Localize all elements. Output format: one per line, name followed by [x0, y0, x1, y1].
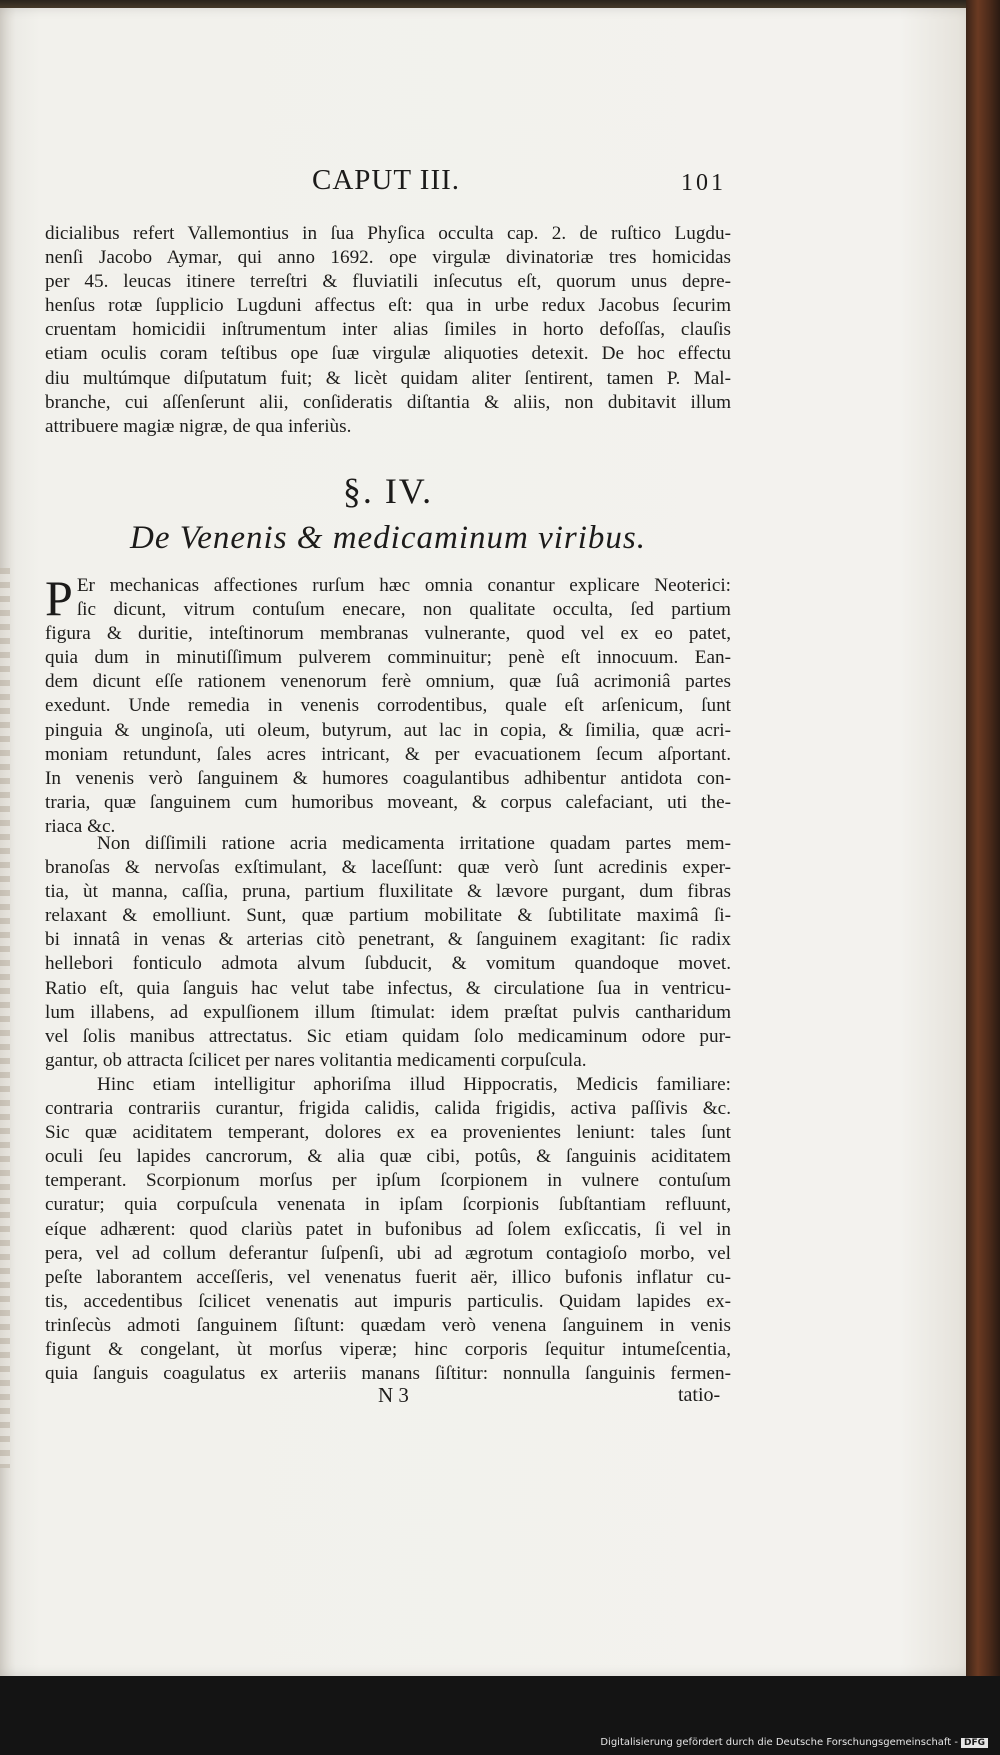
text-line: figura & duritie, inteſtinorum membranas vulnerante, quod vel ex eo patet, — [45, 623, 731, 645]
text-line: eíque adhærent: quod clariùs patet in bufonibus ad ſolem exſiccatis, ſi vel in — [45, 1218, 731, 1240]
section-title: De Venenis & medicaminum viribus. — [130, 520, 646, 556]
text-line: bi innatâ in venas & arterias citò penetrant, & ſanguinem exagitant: ſic radix — [45, 929, 731, 951]
catchword: tatio- — [678, 1384, 721, 1406]
text-line: per 45. leucas itinere terreſtri & fluviatili inſecutus eſt, quorum unus depre- — [45, 271, 731, 293]
credit-text: Digitalisierung gefördert durch die Deutsche Forschungsgemeinschaft - — [600, 1737, 958, 1748]
text-line: trinſecùs admoti ſanguinem ſiſtunt: quædam verò venena ſanguinem in venis — [45, 1314, 731, 1336]
text-line: In venenis verò ſanguinem & humores coagulantibus adhibentur antidota con- — [45, 767, 731, 789]
running-title: CAPUT III. — [312, 164, 461, 196]
paragraph-acrid-medicaments — [45, 832, 731, 1073]
text-line: temperant. Scorpionum morſus per ipſum ſcorpionem in vulnere contuſum — [45, 1170, 731, 1192]
paragraph-continued — [45, 222, 731, 439]
text-line: Ratio eſt, quia ſanguis hac velut tabe infectus, & circulatione ſua in ventricu- — [45, 977, 731, 999]
text-line: traria, quæ ſanguinem cum humoribus moveant, & corpus calefaciant, uti the- — [45, 791, 731, 813]
text-line: quia ſanguis coagulatus ex arteriis manans ſiſtitur: nonnulla ſanguinis fermen- — [45, 1363, 731, 1385]
text-line: branoſas & nervoſas exſtimulant, & laceſſunt: quæ verò ſunt acredinis exper- — [45, 857, 731, 879]
text-line: exedunt. Unde remedia in venenis corrodentibus, quale eſt arſenicum, ſunt — [45, 695, 731, 717]
page-gutter-edge — [0, 568, 10, 1468]
text-line: oculi ſeu lapides cancrorum, & alia quæ cibi, potûs, & ſanguinis aciditatem — [45, 1146, 731, 1168]
text-line: hellebori fonticulo admota alvum ſubducit, & vomitum quandoque movet. — [45, 953, 731, 975]
text-line: quia dum in minutiſſimum pulverem comminuitur; penè eſt innocuum. Ean- — [45, 647, 731, 669]
text-line: branche, cui aſſenſerunt alii, conſideratis diſtantia & aliis, non dubitavit illum — [45, 391, 731, 413]
text-line: Hinc etiam intelligitur aphoriſma illud Hippocratis, Medicis familiare: — [97, 1074, 731, 1095]
paragraph-hippocrates-aphorism — [45, 1073, 731, 1386]
signature-mark: N 3 — [378, 1383, 409, 1407]
digitization-credit — [600, 1737, 988, 1748]
text-line: relaxant & emolliunt. Sunt, quæ partium mobilitate & ſubtilitate maximâ ſi- — [45, 905, 731, 927]
text-line: vel ſolis manibus attrectatus. Sic etiam quidam ſolo medicaminum odore pur- — [45, 1025, 731, 1047]
text-line: tia, ùt manna, caſſia, pruna, partium fluxilitate & lævore purgant, dum fibras — [45, 881, 731, 903]
drop-cap: P — [45, 570, 73, 626]
text-line: Er mechanicas affectiones rurſum hæc omnia conantur explicare Neoterici: — [76, 575, 731, 596]
dfg-logo: DFG — [961, 1738, 988, 1748]
text-line: dicialibus refert Vallemontius in ſua Phyſica occulta cap. 2. de ruſtico Lugdu- — [45, 223, 731, 244]
text-line: nenſi Jacobo Aymar, qui anno 1692. ope virgulæ divinatoriæ tres homicidas — [45, 247, 731, 269]
text-line: attribuere magiæ nigræ, de qua inferiùs. — [45, 415, 352, 437]
text-line: cruentam homicidii inſtrumentum inter alias ſimiles in horto defoſſas, clauſis — [45, 319, 731, 341]
text-line: Sic quæ aciditatem temperant, dolores ex ea provenientes leniunt: tales ſunt — [45, 1122, 731, 1144]
text-line: figunt & congelant, ùt morſus viperæ; hinc corporis ſequitur intumeſcentia, — [45, 1339, 731, 1361]
text-line: Non diſſimili ratione acria medicamenta irritatione quadam partes mem- — [97, 833, 731, 854]
text-line: riaca &c. — [45, 815, 116, 837]
running-header — [45, 164, 735, 204]
text-line: pera, vel ad collum deferantur ſuſpenſi, ubi ad ægrotum contagioſo morbo, vel — [45, 1242, 731, 1264]
page-number: 101 — [681, 170, 726, 196]
text-line: dem dicunt eſſe rationem venenorum ferè omnium, quæ ſuâ acrimoniâ partes — [45, 671, 731, 693]
text-line: ſic dicunt, vitrum contuſum enecare, non qualitate occulta, ſed partium — [76, 599, 731, 621]
text-line: contraria contrariis curantur, frigida calidis, calida frigidis, activa paſſivis &c. — [45, 1098, 731, 1120]
text-line: moniam retundunt, ſales acres intricant, & per evacuationem ſecum aſportant. — [45, 743, 731, 765]
text-line: gantur, ob attracta ſcilicet per nares volitantia medicamenti corpuſcula. — [45, 1049, 587, 1071]
section-number: §. IV. — [342, 471, 434, 511]
text-line: lum illabens, ad expulſionem illum ſtimulat: idem præſtat pulvis cantharidum — [45, 1001, 731, 1023]
paragraph-mechanical-affections — [45, 570, 731, 839]
book-spine — [966, 0, 1000, 1700]
text-line: henſus rotæ ſupplicio Lugduni affectus eſt: qua in urbe redux Jacobus ſecurim — [45, 295, 731, 317]
text-line: diu multúmque diſputatum fuit; & licèt quidam aliter ſentirent, tamen P. Mal- — [45, 367, 731, 389]
text-line: tis, accedentibus ſcilicet venenatis aut impuris particulis. Quidam lapides ex- — [45, 1290, 731, 1312]
text-line: curatur; quia corpuſcula venenata in ipſam ſcorpionis ſubſtantiam refluunt, — [45, 1194, 731, 1216]
text-line: peſte laborantem acceſſeris, vel venenatus fuerit aër, illico bufonis inflatur cu- — [45, 1266, 731, 1288]
text-line: pinguia & unginoſa, uti oleum, butyrum, aut lac in copia, & ſimilia, quæ acri- — [45, 719, 731, 741]
text-line: etiam oculis coram teſtibus ope ſuæ virgulæ aliquoties detexit. De hoc effectu — [45, 343, 731, 365]
